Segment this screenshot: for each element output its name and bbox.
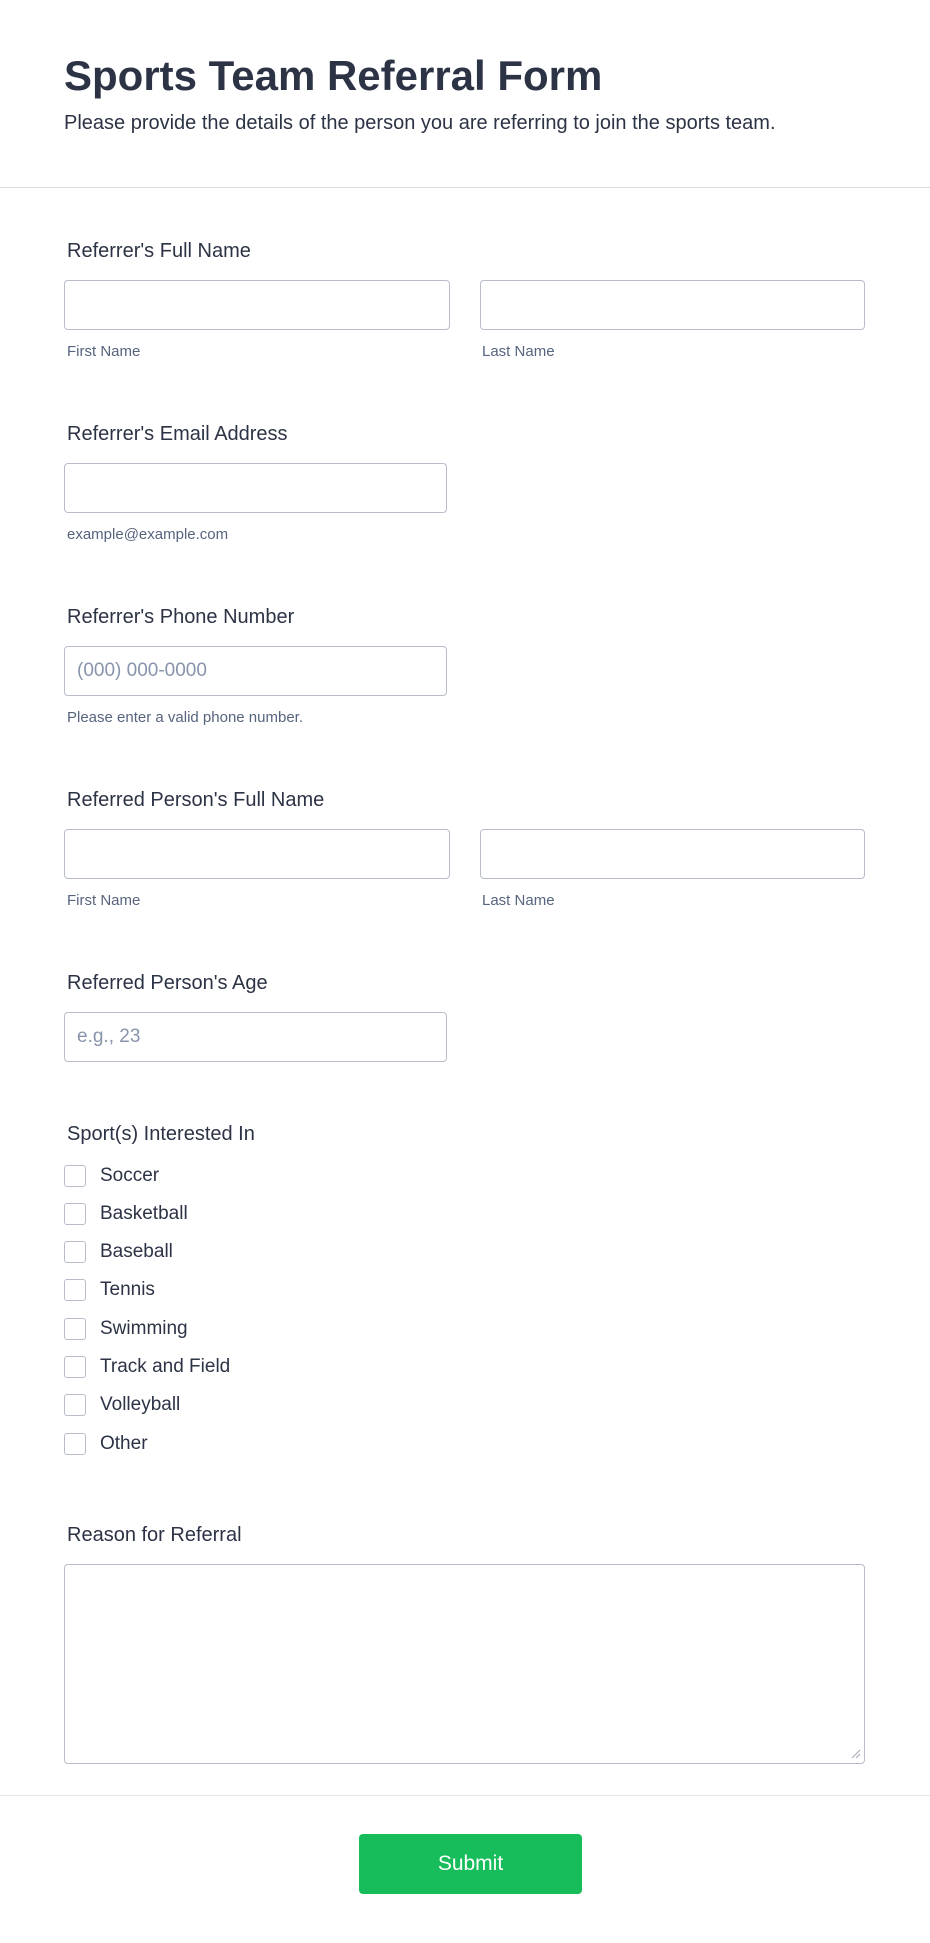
form-header: [0, 0, 930, 188]
resize-grip-icon[interactable]: [851, 1749, 861, 1759]
sport-option-baseball[interactable]: [64, 1239, 173, 1265]
checkbox[interactable]: [64, 1394, 86, 1416]
checkbox[interactable]: [64, 1241, 86, 1263]
referrer-last-name-input[interactable]: [480, 280, 865, 330]
sport-option-volleyball[interactable]: [64, 1392, 180, 1418]
sport-option-swimming[interactable]: [64, 1316, 188, 1342]
submit-button[interactable]: Submit: [359, 1834, 582, 1894]
referrer-email-label: Referrer's Email Address: [67, 423, 288, 445]
sport-option-soccer[interactable]: [64, 1163, 159, 1189]
referred-age-label: Referred Person's Age: [67, 972, 268, 994]
checkbox[interactable]: [64, 1165, 86, 1187]
referrer-email-input[interactable]: [64, 463, 447, 513]
form-body: [0, 188, 930, 1795]
referred-last-name-sublabel: Last Name: [482, 892, 555, 909]
reason-textarea[interactable]: [64, 1564, 865, 1764]
referrer-email-sublabel: example@example.com: [67, 526, 229, 543]
reason-label: Reason for Referral: [67, 1524, 242, 1546]
checkbox[interactable]: [64, 1356, 86, 1378]
checkbox[interactable]: [64, 1433, 86, 1455]
checkbox[interactable]: [64, 1318, 86, 1340]
referred-name-label: Referred Person's Full Name: [67, 789, 325, 811]
sport-option-label[interactable]: Baseball: [100, 1241, 173, 1262]
sport-option-track-and-field[interactable]: [64, 1354, 230, 1380]
sport-option-basketball[interactable]: [64, 1201, 188, 1227]
sport-option-label[interactable]: Track and Field: [100, 1356, 231, 1377]
form-subtitle: Please provide the details of the person you are referring to join the sports team.: [64, 112, 776, 134]
form-title: Sports Team Referral Form: [64, 52, 603, 99]
referrer-phone-sublabel: Please enter a valid phone number.: [67, 709, 303, 726]
checkbox[interactable]: [64, 1203, 86, 1225]
referrer-first-name-input[interactable]: [64, 280, 450, 330]
sport-option-label[interactable]: Basketball: [100, 1203, 188, 1224]
sports-label: Sport(s) Interested In: [67, 1123, 255, 1145]
form-footer: [0, 1795, 930, 1943]
checkbox[interactable]: [64, 1279, 86, 1301]
sport-option-label[interactable]: Tennis: [100, 1279, 155, 1300]
sport-option-label[interactable]: Volleyball: [100, 1394, 181, 1415]
referrer-name-label: Referrer's Full Name: [67, 240, 251, 262]
referrer-first-name-sublabel: First Name: [67, 343, 141, 360]
sport-option-label[interactable]: Swimming: [100, 1318, 188, 1339]
referrer-phone-label: Referrer's Phone Number: [67, 606, 295, 628]
sport-option-label[interactable]: Soccer: [100, 1165, 160, 1186]
referred-age-input[interactable]: [64, 1012, 447, 1062]
referred-first-name-input[interactable]: [64, 829, 450, 879]
sport-option-other[interactable]: [64, 1431, 148, 1457]
referrer-last-name-sublabel: Last Name: [482, 343, 555, 360]
referred-last-name-input[interactable]: [480, 829, 865, 879]
sport-option-tennis[interactable]: [64, 1277, 155, 1303]
referrer-phone-input[interactable]: [64, 646, 447, 696]
referred-first-name-sublabel: First Name: [67, 892, 141, 909]
sport-option-label[interactable]: Other: [100, 1433, 148, 1454]
